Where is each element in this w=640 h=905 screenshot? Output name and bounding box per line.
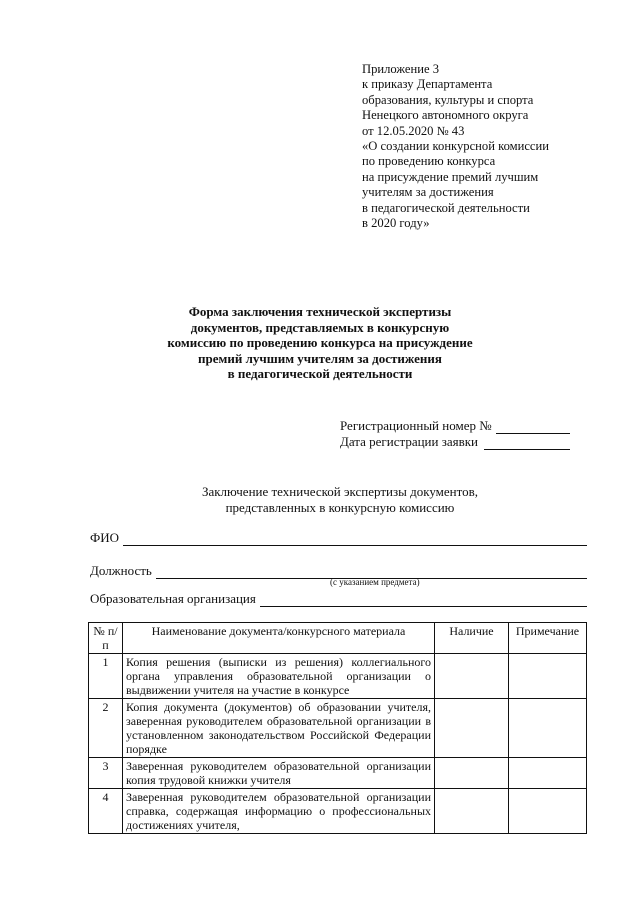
row-presence-cell[interactable] (435, 789, 509, 834)
row-note-cell[interactable] (509, 699, 587, 758)
row-name: Заверенная руководителем образовательной организации справка, содержащая информацию о профессиональных достижениях учителя, (123, 789, 435, 834)
registration-number-blank[interactable] (496, 421, 570, 434)
row-note-cell[interactable] (509, 789, 587, 834)
form-title-line: документов, представляемых в конкурсную (190, 319, 450, 335)
row-note-cell[interactable] (509, 758, 587, 789)
form-title (100, 304, 540, 382)
conclusion-heading (120, 484, 560, 516)
appendix-line: от 12.05.2020 № 43 (362, 123, 465, 138)
organization-line[interactable] (260, 594, 587, 607)
row-note-cell[interactable] (509, 654, 587, 699)
table-row (89, 654, 587, 699)
row-name: Заверенная руководителем образовательной организации копия трудовой книжки учителя (123, 758, 435, 789)
appendix-line: в педагогической деятельности (362, 200, 530, 215)
appendix-block (362, 62, 622, 231)
organization-field (90, 591, 587, 607)
registration-number-row (340, 418, 590, 434)
fio-label: ФИО (90, 530, 120, 545)
table-header-row (89, 623, 587, 654)
form-title-line: премий лучшим учителям за достижения (198, 350, 442, 366)
header-note: Примечание (509, 623, 587, 654)
appendix-line: в 2020 году» (362, 216, 430, 231)
documents-table (88, 622, 587, 834)
row-num: 1 (89, 654, 123, 699)
row-name: Копия решения (выписки из решения) коллегиального органа управления образовательной организации о выдвижении учителя на участие в конкурсе (123, 654, 435, 699)
row-presence-cell[interactable] (435, 654, 509, 699)
appendix-line: по проведению конкурса (362, 154, 496, 169)
appendix-line: учителям за достижения (362, 185, 494, 200)
conclusion-line: Заключение технической экспертизы документов, (201, 484, 479, 499)
table-row (89, 758, 587, 789)
position-label: Должность (90, 563, 152, 578)
appendix-line: «О создании конкурсной комиссии (362, 139, 550, 154)
form-title-line: Форма заключения технической экспертизы (188, 304, 452, 319)
fio-line[interactable] (123, 533, 587, 546)
appendix-line: к приказу Департамента (362, 77, 493, 92)
appendix-line: образования, культуры и спорта (362, 92, 534, 107)
form-title-line: комиссию по проведению конкурса на присуждение (167, 335, 473, 351)
row-num: 2 (89, 699, 123, 758)
registration-block (340, 418, 590, 450)
row-presence-cell[interactable] (435, 699, 509, 758)
row-presence-cell[interactable] (435, 758, 509, 789)
position-hint: (с указанием предмета) (330, 577, 420, 587)
form-title-line: в педагогической деятельности (227, 366, 413, 382)
appendix-line: на присуждение премий лучшим (362, 169, 539, 184)
row-num: 3 (89, 758, 123, 789)
table-row (89, 699, 587, 758)
fio-field (90, 530, 587, 546)
row-num: 4 (89, 789, 123, 834)
appendix-line: Приложение 3 (362, 62, 440, 76)
row-name: Копия документа (документов) об образовании учителя, заверенная руководителем образовательной организации в установленном законодательством Российской Федерации порядке (123, 699, 435, 758)
organization-label: Образовательная организация (90, 591, 256, 606)
table-row (89, 789, 587, 834)
conclusion-line: представленных в конкурсную комиссию (225, 500, 455, 515)
appendix-line: Ненецкого автономного округа (362, 108, 529, 123)
header-presence: Наличие (435, 623, 509, 654)
registration-number-label: Регистрационный номер № (340, 418, 492, 433)
registration-date-label: Дата регистрации заявки (340, 434, 479, 449)
header-name: Наименование документа/конкурсного материала (123, 623, 435, 654)
header-num: № п/п (89, 623, 123, 654)
registration-date-row (340, 434, 590, 450)
registration-date-blank[interactable] (484, 437, 570, 450)
